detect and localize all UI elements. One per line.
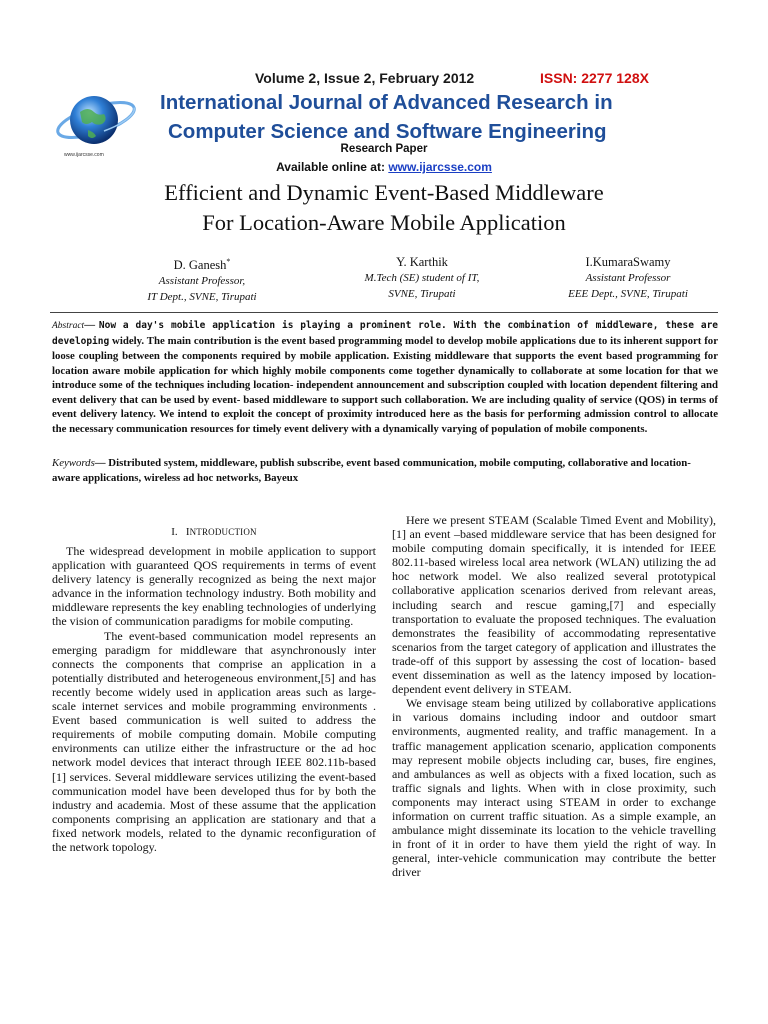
right-column [392,513,716,879]
available-online [0,160,768,174]
section-heading-introduction [52,526,376,538]
paper-title-line1: Efficient and Dynamic Event-Based Middleware [164,180,604,205]
author-block [312,254,532,302]
paragraph: We envisage steam being utilized by collaborative applications in various domains including indoor and outdoor smart environments, augmented reality, and traffic management. In a traffic management application scenario, application components may represent mobile objects including car, buses, fire engines, and ambulances as well as objects with a fixed location, such as traffic signals and lights. When with in close proximity, such components may interact using STEAM in order to exchange information on current traffic situation. As a simple example, an ambulance might disseminate its location to the vehicle travelling in front of it in order to have them yield the right of way. In general, inter-vehicle communication may contribute the better driver [392,696,716,880]
journal-name-line1: International Journal of Advanced Research in [160,91,613,114]
author-block [518,254,738,302]
keywords-text: Distributed system, middleware, publish subscribe, event based communication, mobile computing, collaborative and location-aware applications, wireless ad hoc networks, Bayeux [52,457,691,484]
corresponding-mark: * [226,257,231,266]
journal-website-link[interactable]: www.ijarcsse.com [388,160,492,174]
author-affiliation: Assistant Professor [585,272,671,284]
abstract-lead: Now a day's mobile application is playing a prominent role. With the combination of middleware, these are developing [52,320,719,347]
keywords-label: Keywords [52,457,95,469]
issn-number: ISSN: 2277 128X [540,70,649,86]
journal-name [160,88,680,146]
section-title-initial: I [185,526,190,538]
logo-caption: www.ijarcsse.com [64,152,104,158]
journal-name-line2: Computer Science and Software Engineering [168,120,607,143]
paragraph: Here we present STEAM (Scalable Timed Event and Mobility),[1] an event –based middleware service that has been designed for mobile computing domain specifically, it is intended for IEEE 802.11-based wireless local area network (WLAN) utilizing the ad hoc network model. We also realized several prototypical collaborative application scenarios derived from relevant areas, including search and rescue gaming,[7] and especially transportation to evaluate the proposed techniques. The evaluation demonstrates the feasibility of accommodating representative scenarios from the target category of application and illustrates the trade-off of this support by assessing the cost of location- based event dissemination as well as the latency imposed by location-dependent event delivery in STEAM. [392,513,716,697]
volume-issue: Volume 2, Issue 2, February 2012 [255,70,475,86]
author-affiliation: M.Tech (SE) student of IT, [364,272,480,284]
author-name: I.KumaraSwamy [585,255,671,269]
abstract-dash: — [84,319,99,331]
abstract-top-rule [50,312,718,313]
section-title-rest: NTRODUCTION [189,527,257,537]
abstract-body: widely. The main contribution is the event based programming model to develop mobile applications due to its inherent support for loose coupling between the components required by mobile application. Existing middleware that supports the event based programming for location aware mobile application for which highly mobile components come together dynamically to collaborate at some location for that we introduce some of the techniques including location- independent announcement and subscription coupled with location dependent filtering and event delivery that can be used by event- based middleware to support such collaboration. We are including quality of service (QOS) in terms of event delivery latency. We intend to exploit the concept of proximity introduced here as the basis for performing admission control to allocate the necessary communication resources for timely event delivery with a dynamically varying of population of mobile components. [52,334,718,435]
journal-logo [54,84,138,168]
author-affiliation: SVNE, Tirupati [388,288,456,300]
keywords [52,456,718,485]
author-block [92,254,312,305]
paragraph: The widespread development in mobile application to support application with guaranteed QOS requirements in terms of event delivery latency is generally recognized as being the next major advance in the information technology industry. Both mobility and middleware represents the key enabling technologies of underlying the vision of communication paradigms for mobile computing. [52,544,376,629]
abstract [52,318,718,436]
paper-title-line2: For Location-Aware Mobile Application [202,210,566,235]
section-number: I. [171,526,178,538]
paper-title [0,178,768,238]
author-affiliation: IT Dept., SVNE, Tirupati [147,291,257,304]
author-affiliation: Assistant Professor, [158,275,246,288]
author-affiliation: EEE Dept., SVNE, Tirupati [568,288,688,300]
author-name: Y. Karthik [396,255,448,269]
abstract-label: Abstract [52,321,85,331]
paper-type: Research Paper [340,143,428,155]
paragraph: The event-based communication model represents an emerging paradigm for middleware that asynchronously inter connects the components that comprise an application in a potentially distributed and heterogeneous environment,[5] and has recently become widely used in application areas such as large-scale internet services and mobile programming environments . Event based communication is well suited to address the requirements of mobile computing domain. Mobile computing environments can utilize either the infrastructure or the ad hoc network model devices that interact through IEEE 802.11b-based [1] services. Several middleware services utilizing the event-based communication model have been developed thus for by both the industry and academia. Most of these assume that the application components comprising an application are stationary and that a fixed network models, related to the dynamic reconfiguration of the network topology. [52,628,376,854]
left-column [52,544,376,854]
keywords-dash: — [94,457,109,469]
available-label: Available online at: [276,160,389,174]
author-name: D. Ganesh* [173,257,231,273]
